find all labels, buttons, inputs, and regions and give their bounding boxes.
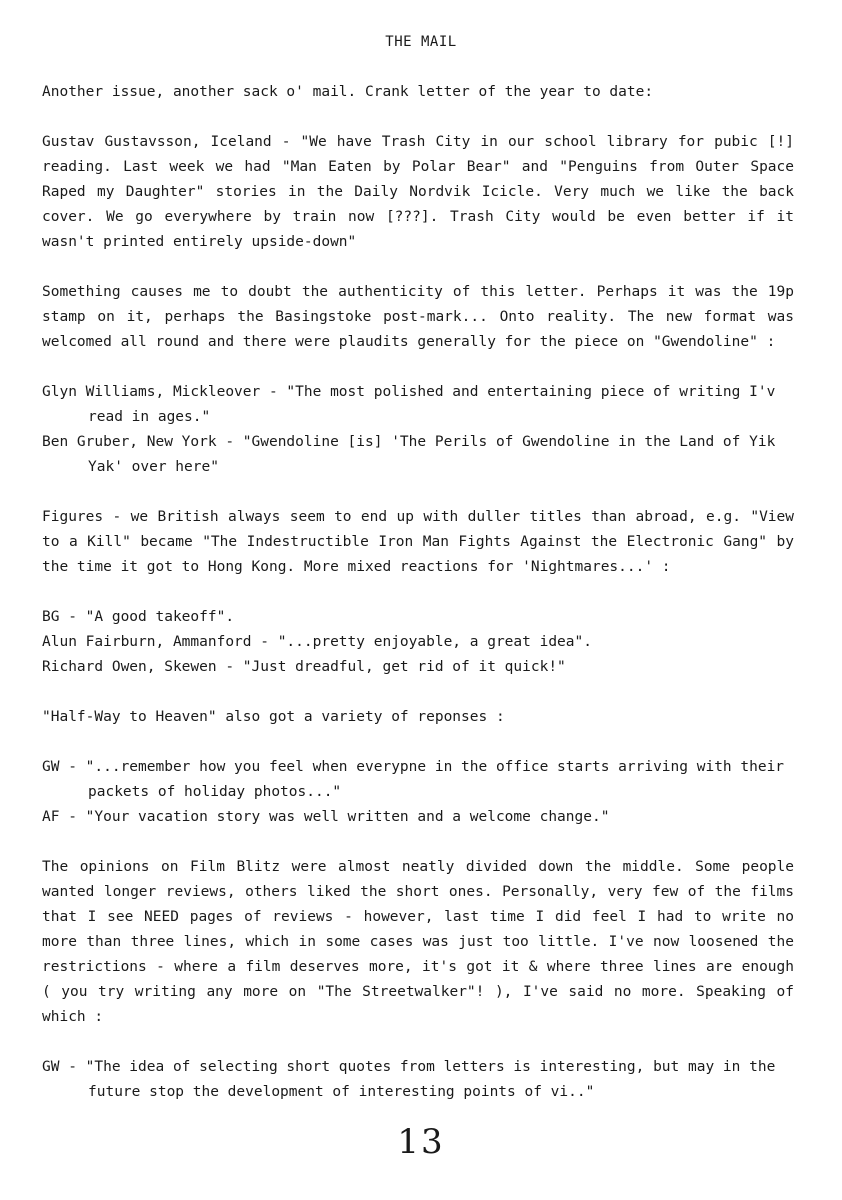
quote-ben-gruber: Ben Gruber, New York - "Gwendoline [is] 'The Perils of Gwendoline in the Land of Yik Yak' over here"	[42, 434, 776, 475]
mail-body	[42, 80, 794, 1130]
film-blitz-paragraph: The opinions on Film Blitz were almost neatly divided down the middle. Some people wanted longer reviews, others liked the short ones. Personally, very few of the films that I see NEED pages of reviews - however, last time I did feel I had to write no more than three lines, which in some cases was just too little. I've now loosened the restrictions - where a film deserves more, it's got it & where three lines are enough ( you try writing any more on "The Streetwalker"! ), I've said no more. Speaking of which :	[42, 859, 794, 1025]
figures-paragraph: Figures - we British always seem to end up with duller titles than abroad, e.g. "View to a Kill" became "The Indestructible Iron Man Fights Against the Electronic Gang" by the time it got to Hong Kong. More mixed reactions for 'Nightmares...' :	[42, 509, 794, 575]
page-number: 13	[397, 1122, 445, 1162]
authenticity-paragraph: Something causes me to doubt the authenticity of this letter. Perhaps it was the 19p stamp on it, perhaps the Basingstoke post-mark... Onto reality. The new format was welcomed all round and there were plaudits generally for the piece on "Gwendoline" :	[42, 284, 794, 350]
page-title: THE MAIL	[385, 34, 457, 50]
quote-richard-owen: Richard Owen, Skewen - "Just dreadful, get rid of it quick!"	[42, 659, 566, 675]
quote-alun-fairburn: Alun Fairburn, Ammanford - "...pretty enjoyable, a great idea".	[42, 634, 592, 650]
intro-paragraph: Another issue, another sack o' mail. Crank letter of the year to date:	[42, 84, 654, 100]
crank-letter-paragraph: Gustav Gustavsson, Iceland - "We have Trash City in our school library for pubic [!] reading. Last week we had "Man Eaten by Polar Bear" and "Penguins from Outer Space Raped my Daughter" stories in the Daily Nordvik Icicle. Very much we like the back cover. We go everywhere by train now [???]. Trash City would be even better if it wasn't printed entirely upside-down"	[42, 134, 794, 250]
quote-bg: BG - "A good takeoff".	[42, 609, 235, 625]
halfway-paragraph: "Half-Way to Heaven" also got a variety of reponses :	[42, 709, 505, 725]
quote-gw-halfway: GW - "...remember how you feel when everypne in the office starts arriving with their packets of holiday photos..."	[42, 759, 785, 800]
quote-gw-final: GW - "The idea of selecting short quotes from letters is interesting, but may in the future stop the development of interesting points of vi.."	[42, 1059, 776, 1100]
quote-af-halfway: AF - "Your vacation story was well written and a welcome change."	[42, 809, 610, 825]
quote-glyn-williams: Glyn Williams, Mickleover - "The most polished and entertaining piece of writing I'v read in ages."	[42, 384, 776, 425]
